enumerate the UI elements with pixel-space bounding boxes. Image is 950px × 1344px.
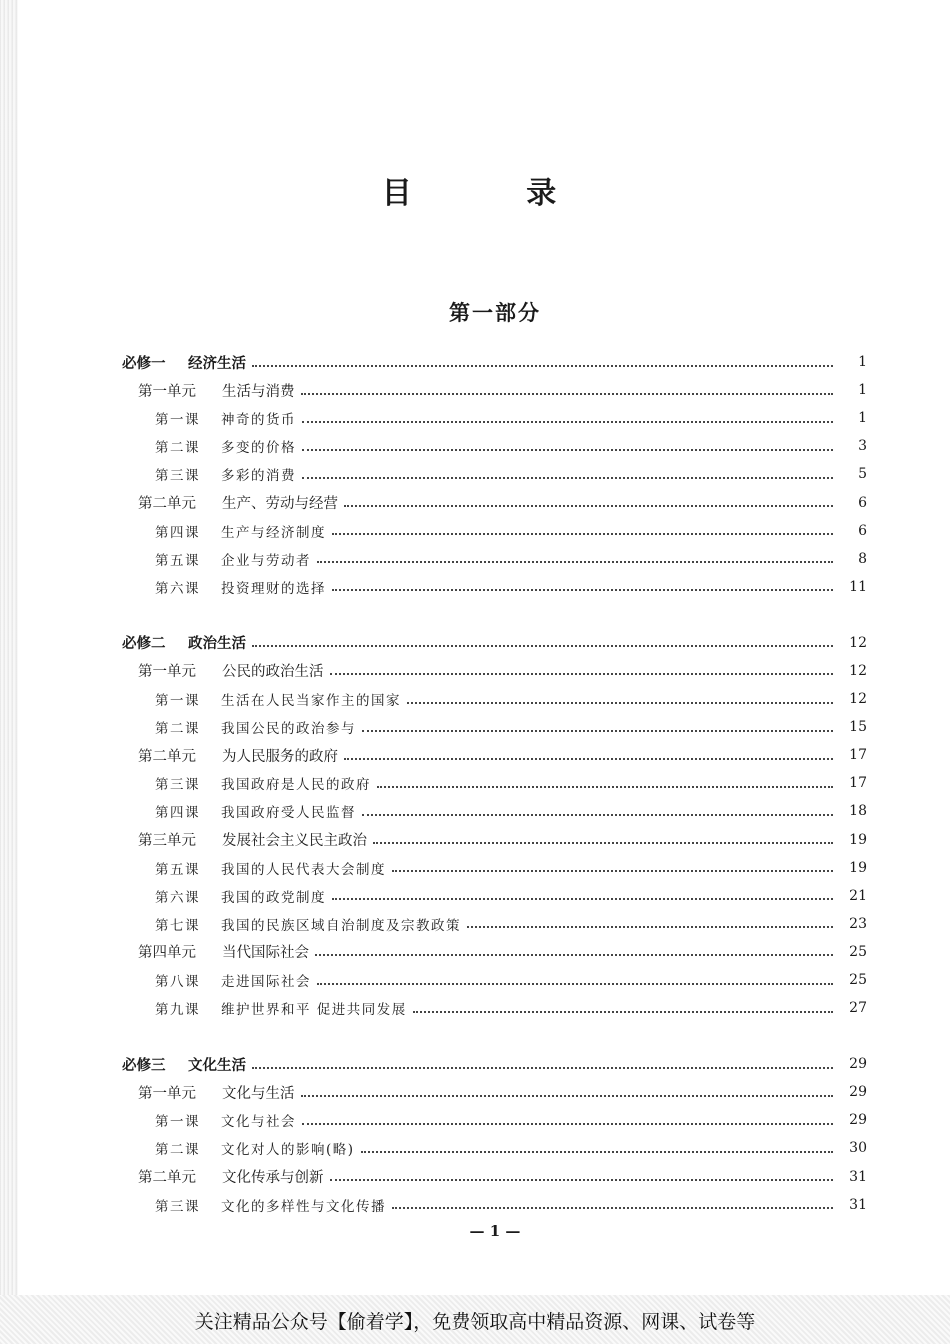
toc-entry-page: 19 <box>849 859 867 876</box>
toc-entry-page: 6 <box>858 494 867 511</box>
toc-entry-number: 第二课 <box>155 721 200 738</box>
toc-entry-page: 8 <box>858 550 867 567</box>
toc-entry-title: 我国公民的政治参与 <box>221 721 356 738</box>
toc-entry-title: 政治生活 <box>188 635 246 653</box>
toc-entry-page: 18 <box>849 803 867 820</box>
dot-leader <box>361 1150 833 1153</box>
toc-entry-lesson <box>0 460 950 488</box>
toc-entry-label <box>0 352 246 373</box>
toc-entry-number: 第二课 <box>155 1142 200 1159</box>
toc-entry-title: 文化传承与创新 <box>222 1170 324 1187</box>
toc-entry-unit <box>0 741 950 769</box>
toc-entry-lesson <box>0 685 950 713</box>
toc-entry-lesson <box>0 882 950 910</box>
toc-entry-page: 3 <box>858 438 867 455</box>
toc-entry-label <box>0 998 407 1018</box>
table-of-contents <box>0 348 950 1219</box>
dot-leader <box>362 813 833 816</box>
toc-entry-label <box>0 1166 324 1187</box>
toc-entry-lesson <box>0 1106 950 1134</box>
toc-entry-page: 31 <box>849 1196 867 1213</box>
toc-entry-number: 第八课 <box>155 974 200 991</box>
toc-entry-title: 多变的价格 <box>221 440 296 457</box>
toc-entry-number: 第三课 <box>155 777 200 794</box>
toc-entry-label <box>0 886 326 906</box>
toc-entry-lesson <box>0 910 950 938</box>
toc-entry-number: 第一单元 <box>138 1085 196 1102</box>
toc-entry-lesson <box>0 713 950 741</box>
toc-entry-lesson <box>0 517 950 545</box>
toc-entry-title: 生活在人民当家作主的国家 <box>221 693 401 710</box>
toc-entry-number: 第一单元 <box>138 383 196 400</box>
toc-entry-label <box>0 1082 295 1103</box>
dot-leader <box>332 532 833 535</box>
toc-entry-label <box>0 521 326 541</box>
dot-leader <box>252 1066 833 1069</box>
dot-leader <box>317 982 833 985</box>
toc-entry-label <box>0 773 371 793</box>
toc-entry-page: 12 <box>849 634 867 651</box>
toc-entry-label <box>0 1110 296 1130</box>
toc-entry-title: 我国政府受人民监督 <box>221 805 356 822</box>
toc-entry-title: 我国的民族区域自治制度及宗教政策 <box>221 917 461 934</box>
toc-entry-label <box>0 858 386 878</box>
toc-entry-module <box>0 629 950 657</box>
toc-entry-number: 第二单元 <box>138 1170 196 1187</box>
toc-entry-page: 29 <box>849 1056 867 1073</box>
toc-entry-number: 第五课 <box>155 552 200 569</box>
toc-entry-lesson <box>0 769 950 797</box>
page-number: — 1 — <box>469 1222 521 1240</box>
toc-entry-title: 文化的多样性与文化传播 <box>221 1198 386 1215</box>
toc-entry-lesson <box>0 1191 950 1219</box>
toc-entry-label <box>0 689 401 709</box>
toc-entry-number: 第三课 <box>155 1198 200 1215</box>
toc-entry-number: 第一课 <box>155 693 200 710</box>
dot-leader <box>407 701 833 704</box>
toc-entry-title: 神奇的货币 <box>221 412 296 429</box>
dot-leader <box>392 1206 833 1209</box>
toc-entry-number: 第二课 <box>155 440 200 457</box>
dot-leader <box>332 588 833 591</box>
toc-entry-lesson <box>0 994 950 1022</box>
toc-entry-unit <box>0 1078 950 1106</box>
toc-entry-title: 走进国际社会 <box>221 974 311 991</box>
part-title: 第一部分 <box>449 300 541 325</box>
toc-entry-title: 生产、劳动与经营 <box>222 496 338 513</box>
toc-entry-page: 17 <box>849 775 867 792</box>
toc-entry-page: 12 <box>849 662 867 679</box>
toc-entry-lesson <box>0 573 950 601</box>
toc-entry-page: 1 <box>858 382 867 399</box>
toc-entry-number: 第二单元 <box>138 748 196 765</box>
toc-entry-page: 29 <box>849 1112 867 1129</box>
dot-leader <box>362 729 833 732</box>
dot-leader <box>301 1094 834 1097</box>
toc-entry-number: 第一单元 <box>138 664 196 681</box>
toc-entry-page: 29 <box>849 1084 867 1101</box>
toc-entry-number: 必修二 <box>122 635 166 653</box>
toc-entry-number: 必修一 <box>122 354 166 372</box>
toc-entry-label <box>0 1054 246 1075</box>
toc-entry-page: 11 <box>849 578 867 595</box>
toc-entry-title: 经济生活 <box>188 354 246 372</box>
toc-entry-page: 25 <box>849 972 867 989</box>
dot-leader <box>392 869 833 872</box>
toc-entry-lesson <box>0 1134 950 1162</box>
toc-entry-lesson <box>0 797 950 825</box>
toc-entry-unit <box>0 376 950 404</box>
toc-entry-number: 第三单元 <box>138 833 196 850</box>
toc-entry-title: 当代国际社会 <box>222 945 309 962</box>
toc-entry-lesson <box>0 545 950 573</box>
toc-entry-unit <box>0 488 950 516</box>
dot-leader <box>373 841 833 844</box>
toc-entry-title: 为人民服务的政府 <box>222 748 338 765</box>
toc-entry-title: 企业与劳动者 <box>221 552 311 569</box>
toc-entry-label <box>0 1138 355 1158</box>
toc-entry-label <box>0 717 356 737</box>
toc-entry-label <box>0 1195 386 1215</box>
toc-entry-label <box>0 914 461 934</box>
toc-entry-title: 文化与社会 <box>221 1114 296 1131</box>
toc-entry-title: 生产与经济制度 <box>221 524 326 541</box>
toc-entry-page: 30 <box>849 1140 867 1157</box>
toc-entry-page: 15 <box>849 719 867 736</box>
toc-entry-page: 1 <box>858 354 867 371</box>
toc-entry-unit <box>0 1163 950 1191</box>
toc-entry-title: 多彩的消费 <box>221 468 296 485</box>
toc-entry-label <box>0 549 311 569</box>
toc-entry-page: 12 <box>849 691 867 708</box>
toc-entry-number: 第六课 <box>155 580 200 597</box>
toc-entry-page: 25 <box>849 943 867 960</box>
toc-entry-label <box>0 408 296 428</box>
toc-entry-title: 生活与消费 <box>222 383 295 400</box>
dot-leader <box>301 392 834 395</box>
toc-entry-label <box>0 745 338 766</box>
toc-entry-label <box>0 380 295 401</box>
dot-leader <box>315 953 833 956</box>
toc-entry-page: 1 <box>858 410 867 427</box>
toc-entry-number: 第五课 <box>155 861 200 878</box>
toc-entry-title: 文化对人的影响(略) <box>221 1142 355 1159</box>
dot-leader <box>302 448 833 451</box>
toc-entry-number: 第三课 <box>155 468 200 485</box>
toc-entry-label <box>0 436 296 456</box>
toc-entry-label <box>0 801 356 821</box>
toc-entry-label <box>0 577 326 597</box>
toc-entry-title: 我国的政党制度 <box>221 889 326 906</box>
toc-entry-label <box>0 660 324 681</box>
footer-banner <box>0 1295 950 1344</box>
toc-entry-module <box>0 1050 950 1078</box>
dot-leader <box>377 785 833 788</box>
dot-leader <box>344 504 833 507</box>
toc-entry-module <box>0 348 950 376</box>
toc-entry-title: 投资理财的选择 <box>221 580 326 597</box>
toc-entry-title: 维护世界和平 促进共同发展 <box>221 1002 407 1019</box>
toc-entry-number: 第一课 <box>155 412 200 429</box>
dot-leader <box>317 560 833 563</box>
dot-leader <box>413 1010 833 1013</box>
dot-leader <box>252 364 833 367</box>
toc-entry-lesson <box>0 432 950 460</box>
toc-entry-page: 23 <box>849 915 867 932</box>
toc-entry-label <box>0 632 246 653</box>
toc-entry-label <box>0 829 367 850</box>
banner-text: 关注精品公众号【偷着学】，免费领取高中精品资源、网课、试卷等 <box>194 1311 756 1333</box>
toc-entry-title: 我国政府是人民的政府 <box>221 777 371 794</box>
dot-leader <box>252 644 833 647</box>
toc-entry-title: 公民的政治生活 <box>222 664 324 681</box>
toc-entry-number: 必修三 <box>122 1056 166 1074</box>
toc-entry-number: 第四课 <box>155 805 200 822</box>
dot-leader <box>330 1178 834 1181</box>
toc-entry-lesson <box>0 404 950 432</box>
toc-entry-page: 27 <box>849 1000 867 1017</box>
toc-entry-number: 第七课 <box>155 917 200 934</box>
toc-entry-title: 文化与生活 <box>222 1085 295 1102</box>
toc-entry-page: 17 <box>849 747 867 764</box>
toc-entry-lesson <box>0 854 950 882</box>
dot-leader <box>302 1122 833 1125</box>
dot-leader <box>332 897 833 900</box>
toc-entry-number: 第四课 <box>155 524 200 541</box>
toc-entry-lesson <box>0 966 950 994</box>
toc-entry-label <box>0 464 296 484</box>
toc-entry-unit <box>0 657 950 685</box>
toc-entry-page: 5 <box>858 466 867 483</box>
dot-leader <box>344 757 833 760</box>
toc-entry-number: 第四单元 <box>138 945 196 962</box>
toc-entry-number: 第九课 <box>155 1002 200 1019</box>
toc-entry-page: 31 <box>849 1168 867 1185</box>
dot-leader <box>467 925 833 928</box>
toc-entry-title: 我国的人民代表大会制度 <box>221 861 386 878</box>
toc-entry-label <box>0 970 311 990</box>
dot-leader <box>302 476 833 479</box>
toc-entry-page: 21 <box>849 887 867 904</box>
toc-entry-unit <box>0 826 950 854</box>
page-title: 目 录 <box>381 176 609 211</box>
toc-entry-number: 第二单元 <box>138 496 196 513</box>
toc-entry-page: 19 <box>849 831 867 848</box>
toc-entry-number: 第六课 <box>155 889 200 906</box>
toc-entry-label <box>0 492 338 513</box>
toc-entry-page: 6 <box>858 522 867 539</box>
toc-entry-number: 第一课 <box>155 1114 200 1131</box>
toc-entry-label <box>0 941 309 962</box>
dot-leader <box>330 672 834 675</box>
toc-entry-title: 文化生活 <box>188 1056 246 1074</box>
dot-leader <box>302 420 833 423</box>
toc-entry-title: 发展社会主义民主政治 <box>222 833 367 850</box>
toc-entry-unit <box>0 938 950 966</box>
